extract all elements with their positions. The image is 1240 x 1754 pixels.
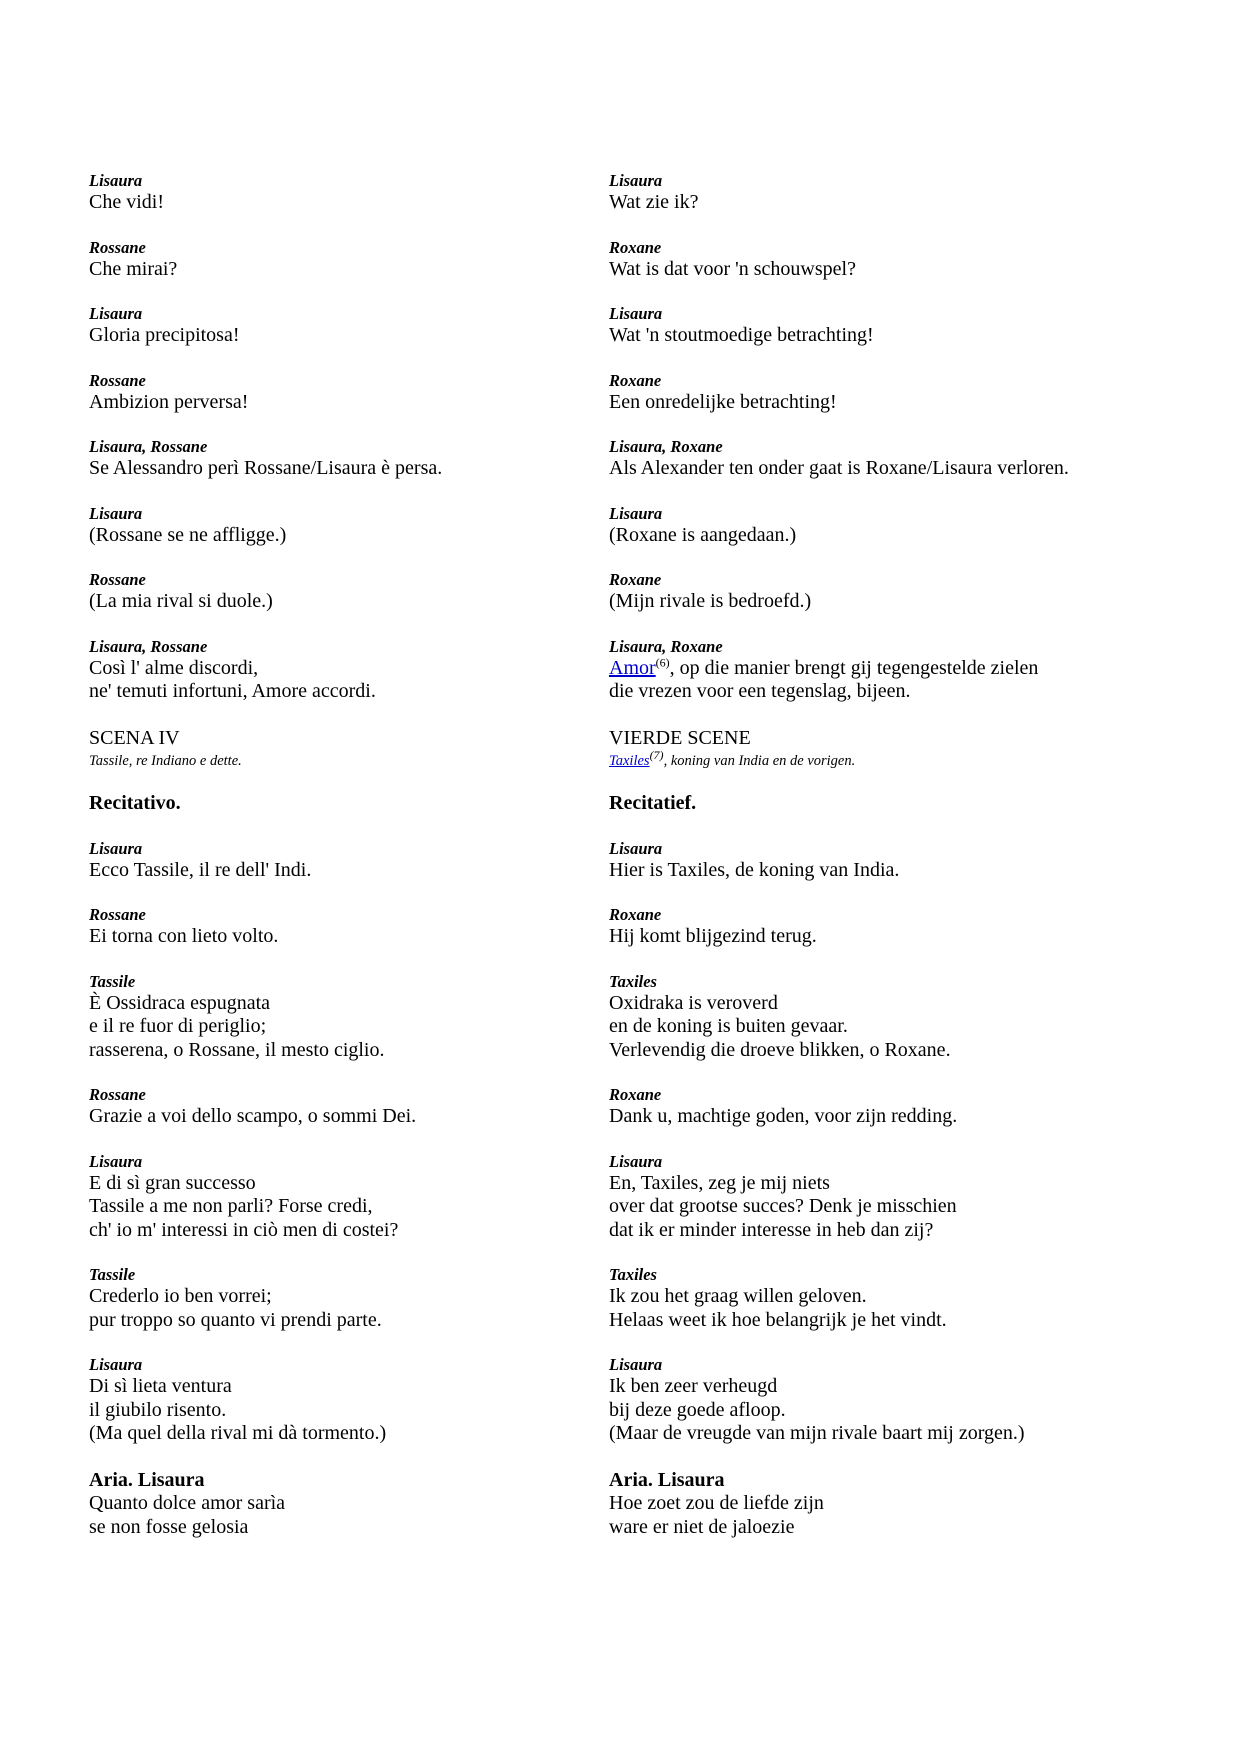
speaker-label: Lisaura, Roxane [609, 636, 723, 656]
speaker-label: Lisaura [89, 503, 143, 523]
speaker-label: Tassile [89, 971, 136, 991]
verse-line: Oxidraka is veroverd [609, 991, 778, 1014]
speaker-label: Lisaura [89, 838, 143, 858]
speaker-label: Lisaura [609, 1355, 663, 1374]
speaker-label: Lisaura [609, 838, 663, 858]
dialogue-block [609, 1085, 1169, 1129]
dialogue-block [609, 1265, 1169, 1332]
verse-line: Tassile a me non parli? Forse credi, [89, 1195, 373, 1217]
speaker-label: Lisaura, Rossane [89, 437, 208, 456]
scene-header [609, 727, 1169, 773]
verse-line: È Ossidraca espugnata [89, 991, 271, 1014]
dialogue-block [609, 1355, 1169, 1446]
speaker-label: Lisaura [89, 171, 143, 190]
speaker-label: Lisaura [609, 304, 663, 323]
dialogue-group [89, 839, 589, 1446]
verse-line: En, Taxiles, zeg je mij niets [609, 1171, 830, 1194]
footnote-ref: (6) [655, 654, 670, 669]
verse-line: e il re fuor di periglio; [89, 1015, 267, 1037]
dialogue-block [89, 972, 589, 1063]
speaker-label: Tassile [89, 1265, 136, 1284]
speaker-label: Taxiles [609, 971, 657, 991]
verse-line: se non fosse gelosia [89, 1515, 249, 1538]
dialogue-block [609, 905, 1169, 949]
dialogue-block [89, 1265, 589, 1332]
verse-line: Dank u, machtige goden, voor zijn redding. [609, 1105, 958, 1127]
speaker-label: Lisaura [89, 1151, 143, 1171]
stage-direction: Tassile, re Indiano e dette. [89, 753, 242, 769]
verse-line: Che vidi! [89, 191, 164, 213]
aria-title: Aria. Lisaura [89, 1468, 205, 1491]
aria-title: Aria. Lisaura [609, 1468, 725, 1491]
verse-line: Grazie a voi dello scampo, o sommi Dei. [89, 1105, 417, 1127]
speaker-label: Roxane [609, 905, 662, 924]
scene-title: VIERDE SCENE [609, 726, 751, 749]
dialogue-block [89, 570, 589, 614]
verse-line: il giubilo risento. [89, 1398, 227, 1421]
verse-line: Ei torna con lieto volto. [89, 925, 279, 947]
verse-line: Gloria precipitosa! [89, 324, 240, 346]
dialogue-block [609, 972, 1169, 1063]
speaker-label: Roxane [609, 570, 662, 589]
verse-line: Se Alessandro perì Rossane/Lisaura è persa. [89, 457, 443, 479]
dialogue-group [609, 839, 1169, 1446]
verse-line: (Rossane se ne affligge.) [89, 523, 287, 546]
verse-line: Crederlo io ben vorrei; [89, 1285, 272, 1307]
verse-line: ware er niet de jaloezie [609, 1515, 795, 1538]
dialogue-block [89, 1355, 589, 1446]
verse-line: Ecco Tassile, il re dell' Indi. [89, 858, 312, 881]
dialogue-group [609, 171, 1169, 614]
verse-line: (La mia rival si duole.) [89, 590, 273, 612]
dialogue-block [609, 637, 1169, 704]
dialogue-block [609, 570, 1169, 614]
speaker-label: Lisaura [609, 1151, 663, 1171]
dialogue-block [609, 839, 1169, 883]
verse-line: dat ik er minder interesse in heb dan zij? [609, 1218, 934, 1241]
dialogue-block [609, 304, 1169, 348]
dialogue-group [89, 171, 589, 704]
verse-line: Ik zou het graag willen geloven. [609, 1285, 867, 1307]
verse-line: rasserena, o Rossane, il mesto ciglio. [89, 1038, 385, 1061]
speaker-label: Rossane [89, 370, 146, 390]
dialogue-block [89, 1152, 589, 1243]
verse-line: Ik ben zeer verheugd [609, 1375, 778, 1397]
speaker-label: Roxane [609, 370, 662, 390]
dialogue-block [89, 905, 589, 949]
verse-line: Quanto dolce amor sarìa [89, 1492, 286, 1514]
dialogue-block [89, 839, 589, 883]
dialogue-block [609, 504, 1169, 548]
speaker-label: Rossane [89, 1085, 146, 1104]
speaker-label: Lisaura, Roxane [609, 437, 723, 456]
verse-line: Così l' alme discordi, [89, 656, 259, 679]
verse-line: Hoe zoet zou de liefde zijn [609, 1492, 824, 1514]
speaker-label: Lisaura, Rossane [89, 636, 208, 656]
speaker-label: Roxane [609, 1085, 662, 1104]
verse-line: (Ma quel della rival mi dà tormento.) [89, 1422, 387, 1444]
scene-title: SCENA IV [89, 726, 180, 749]
verse-line: Ambizion perversa! [89, 390, 249, 413]
speaker-label: Lisaura [89, 304, 143, 323]
verse-line: en de koning is buiten gevaar. [609, 1015, 848, 1037]
dialogue-block [89, 437, 589, 481]
verse-line: Di sì lieta ventura [89, 1375, 232, 1397]
section-heading: Recitativo. [89, 792, 181, 814]
verse-line: (Mijn rivale is bedroefd.) [609, 590, 812, 612]
verse-line: bij deze goede afloop. [609, 1398, 786, 1421]
dialogue-block [89, 171, 589, 215]
speaker-label: Rossane [89, 570, 146, 589]
speaker-label: Rossane [89, 905, 146, 924]
verse-line: Wat zie ik? [609, 191, 699, 213]
speaker-label: Lisaura [609, 171, 663, 190]
verse-line: Een onredelijke betrachting! [609, 390, 837, 413]
dialogue-block [609, 371, 1169, 415]
dialogue-block [609, 437, 1169, 481]
verse-line: Hij komt blijgezind terug. [609, 925, 817, 947]
stage-direction: Taxiles$^{(7)}$, koning van India en de vorigen. [609, 748, 856, 769]
speaker-label: Roxane [609, 237, 662, 257]
dialogue-block [89, 1085, 589, 1129]
dialogue-block [609, 1152, 1169, 1243]
amor-link[interactable]: Amor [609, 656, 656, 679]
verse-line: Hier is Taxiles, de koning van India. [609, 858, 900, 881]
dialogue-block [89, 304, 589, 348]
verse-line: Amor$^{(6)}$, op die manier brengt gij tegengestelde zielen [609, 654, 1039, 679]
verse-line: ne' temuti infortuni, Amore accordi. [89, 680, 376, 702]
dialogue-block [609, 171, 1169, 215]
verse-line: over dat grootse succes? Denk je misschien [609, 1195, 957, 1217]
dialogue-block [89, 504, 589, 548]
aria-block [89, 1469, 589, 1540]
verse-line: Che mirai? [89, 257, 178, 280]
verse-line: die vrezen voor een tegenslag, bijeen. [609, 680, 911, 702]
verse-line: (Roxane is aangedaan.) [609, 523, 797, 546]
dialogue-block [89, 371, 589, 415]
taxiles-link[interactable]: Taxiles [609, 753, 650, 769]
verse-line: (Maar de vreugde van mijn rivale baart mij zorgen.) [609, 1422, 1025, 1444]
verse-line: pur troppo so quanto vi prendi parte. [89, 1308, 382, 1331]
verse-line: Wat 'n stoutmoedige betrachting! [609, 324, 874, 346]
section-heading: Recitatief. [609, 792, 697, 814]
verse-line: Als Alexander ten onder gaat is Roxane/Lisaura verloren. [609, 457, 1069, 479]
verse-line: Wat is dat voor 'n schouwspel? [609, 257, 856, 280]
footnote-ref: (7) [649, 748, 664, 763]
verse-line: Verlevendig die droeve blikken, o Roxane. [609, 1038, 951, 1061]
dialogue-block [89, 238, 589, 282]
speaker-label: Taxiles [609, 1265, 657, 1284]
scene-header [89, 727, 589, 773]
verse-line: E di sì gran successo [89, 1171, 256, 1194]
verse-line: Helaas weet ik hoe belangrijk je het vindt. [609, 1308, 947, 1331]
dutch-column [609, 171, 1169, 1562]
speaker-label: Rossane [89, 237, 146, 257]
speaker-label: Lisaura [89, 1355, 143, 1374]
speaker-label: Lisaura [609, 503, 663, 523]
verse-line: ch' io m' interessi in ciò men di costei? [89, 1218, 399, 1241]
dialogue-block [89, 637, 589, 704]
dialogue-block [609, 238, 1169, 282]
aria-block [609, 1469, 1169, 1540]
italian-column [89, 171, 589, 1562]
